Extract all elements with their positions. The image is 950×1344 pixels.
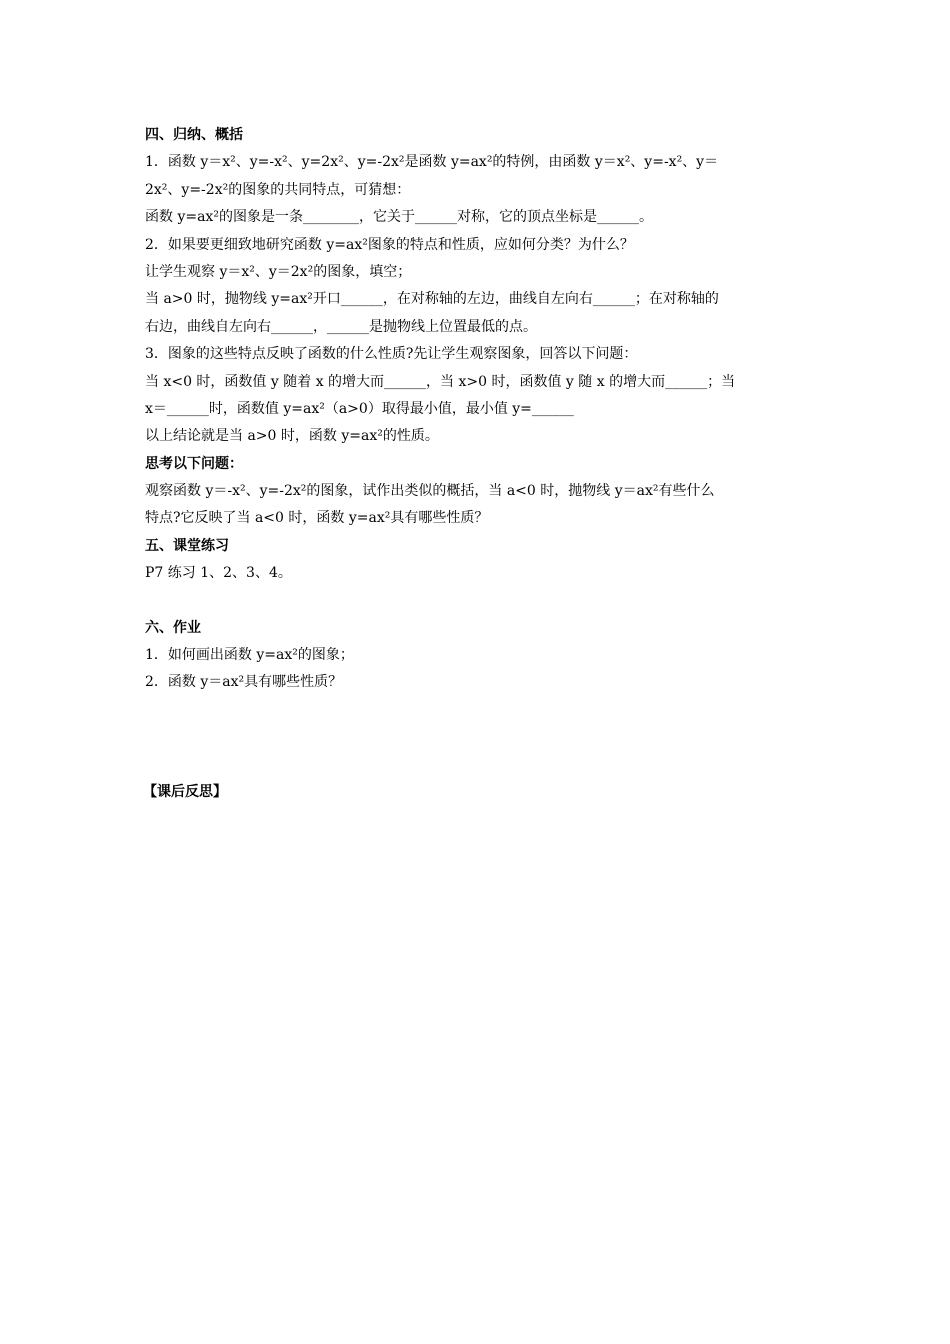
section4-line-9: 当 x<0 时，函数值 y 随着 x 的增大而______，当 x>0 时，函数值 y 随 x 的增大而______；当 (145, 373, 736, 390)
section4-line-1: 1．函数 y＝x²、y=-x²、y=2x²、y=-2x²是函数 y=ax²的特例，由函数 y＝x²、y=-x²、y＝ (145, 154, 719, 171)
section4-line-11: 以上结论就是当 a>0 时，函数 y=ax²的性质。 (145, 428, 439, 445)
section4-line-4: 2．如果要更细致地研究函数 y=ax²图象的特点和性质，应如何分类？为什么？ (145, 236, 634, 253)
section4-line-6: 当 a>0 时，抛物线 y=ax²开口______，在对称轴的左边，曲线自左向右______；在对称轴的 (145, 291, 719, 308)
section5-text: P7 练习 1、2、3、4。 (145, 565, 292, 582)
section6-line-2: 2．函数 y＝ax²具有哪些性质？ (145, 674, 343, 691)
section4-line-7: 右边，曲线自左向右______，______是抛物线上位置最低的点。 (145, 318, 537, 335)
section4-line-10: x＝______时，函数值 y=ax²（a>0）取得最小值，最小值 y=______ (145, 400, 574, 417)
section4-line-5: 让学生观察 y＝x²、y＝2x²的图象，填空； (145, 263, 412, 280)
section5-heading: 五、课堂练习 (145, 537, 229, 554)
document-page (145, 122, 815, 806)
think-line-1: 观察函数 y＝-x²、y=-2x²的图象，试作出类似的概括，当 a<0 时，抛物线 y＝ax²有些什么 (145, 483, 715, 500)
section4-heading: 四、归纳、概括 (145, 127, 243, 143)
reflection-heading: 【课后反思】 (143, 783, 227, 800)
spacer-large (145, 697, 815, 779)
think-line-2: 特点?它反映了当 a<0 时，函数 y=ax²具有哪些性质？ (145, 510, 489, 527)
section4-line-8: 3．图象的这些特点反映了函数的什么性质?先让学生观察图象，回答以下问题： (145, 346, 638, 363)
section4-line-2: 2x²、y=-2x²的图象的共同特点，可猜想： (145, 181, 411, 198)
section6-line-1: 1．如何画出函数 y=ax²的图象； (145, 647, 354, 664)
section4-line-3: 函数 y=ax²的图象是一条________，它关于______对称，它的顶点坐标是______。 (145, 209, 653, 226)
think-heading: 思考以下问题： (145, 455, 243, 472)
spacer (145, 588, 815, 615)
section6-heading: 六、作业 (145, 619, 201, 636)
